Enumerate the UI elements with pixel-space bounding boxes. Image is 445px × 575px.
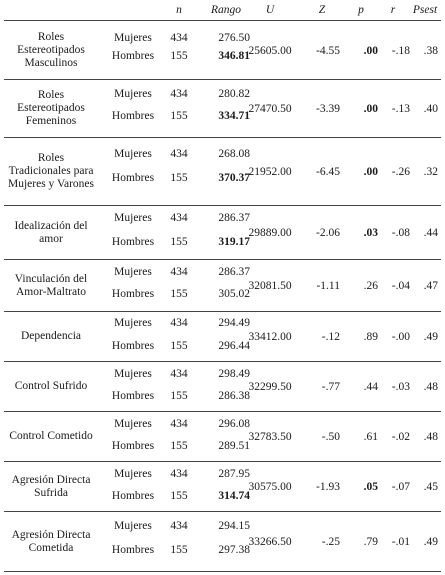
group-label: Mujeres (114, 88, 152, 100)
table-body (4, 22, 441, 572)
group-subrow (100, 390, 250, 406)
table-row (4, 312, 441, 362)
group-n: 434 (170, 468, 188, 480)
group-subrow (100, 88, 250, 104)
group-rango: 280.82 (218, 88, 250, 100)
group-label: Hombres (111, 544, 155, 556)
variable-label: Roles Tradicionales para Mujeres y Varones (7, 152, 95, 190)
group-rango: 289.51 (218, 440, 250, 452)
stat-p: .05 (363, 480, 378, 493)
results-table (4, 0, 441, 572)
group-label: Mujeres (114, 418, 152, 430)
stat-r: -.13 (391, 102, 410, 115)
group-label: Hombres (111, 110, 155, 122)
group-n: 434 (170, 148, 188, 160)
variable-label: Roles Estereotipados Femeninos (17, 89, 85, 127)
group-subrow (100, 236, 250, 252)
stat-u: 32081.50 (248, 279, 292, 292)
stat-u: 25605.00 (248, 44, 292, 57)
group-n: 434 (170, 266, 188, 278)
stat-r: -.01 (391, 535, 410, 548)
variable-label: Dependencia (20, 330, 82, 342)
stat-u: 33412.00 (248, 330, 292, 343)
group-rango: 294.49 (218, 317, 250, 329)
header-n: n (176, 4, 182, 16)
group-subrow (100, 544, 250, 560)
stat-p: .61 (363, 430, 378, 443)
group-rango: 334.71 (218, 110, 250, 122)
group-rango: 370.37 (218, 172, 250, 184)
group-rango: 319.17 (218, 236, 250, 248)
group-subrow (100, 266, 250, 282)
variable-label: Control Cometido (9, 430, 93, 442)
group-n: 434 (170, 212, 188, 224)
variable-label: Agresión Directa Sufrida (11, 473, 91, 499)
group-rango: 298.49 (218, 368, 250, 380)
group-rango: 287.95 (218, 468, 250, 480)
stat-psest: .48 (423, 380, 438, 393)
stat-r: -.03 (391, 380, 410, 393)
table-row (4, 22, 441, 80)
group-label: Hombres (111, 288, 155, 300)
stat-z: -.25 (321, 535, 340, 548)
stat-z: -.77 (321, 380, 340, 393)
group-subrow (100, 368, 250, 384)
group-rango: 276.50 (218, 32, 250, 44)
group-label: Mujeres (114, 266, 152, 278)
group-n: 434 (170, 88, 188, 100)
stat-psest: .40 (423, 102, 438, 115)
header-r: r (390, 4, 396, 16)
stat-r: -.07 (391, 480, 410, 493)
group-subrow (100, 440, 250, 456)
group-n: 155 (170, 50, 188, 62)
header-psest: Psest (412, 4, 438, 16)
variable-label: Control Sufrido (14, 380, 88, 392)
stat-p: .00 (363, 44, 378, 57)
group-n: 155 (170, 288, 188, 300)
header-rule (4, 20, 441, 21)
group-label: Hombres (111, 172, 155, 184)
group-rango: 297.38 (218, 544, 250, 556)
variable-label: Roles Estereotipados Masculinos (17, 31, 85, 69)
header-rango: Rango (210, 4, 242, 16)
table-row (4, 138, 441, 206)
group-subrow (100, 340, 250, 356)
group-subrow (100, 490, 250, 506)
group-label: Mujeres (114, 468, 152, 480)
group-subrow (100, 520, 250, 536)
group-n: 155 (170, 236, 188, 248)
stat-u: 21952.00 (248, 165, 292, 178)
group-rango: 286.37 (218, 212, 250, 224)
table-row (4, 462, 441, 512)
group-label: Mujeres (114, 148, 152, 160)
group-label: Hombres (111, 390, 155, 402)
group-n: 434 (170, 368, 188, 380)
stat-u: 32299.50 (248, 380, 292, 393)
group-label: Hombres (111, 340, 155, 352)
stat-u: 27470.50 (248, 102, 292, 115)
group-label: Hombres (111, 490, 155, 502)
group-rango: 286.37 (218, 266, 250, 278)
stat-p: .03 (363, 226, 378, 239)
group-n: 434 (170, 520, 188, 532)
group-n: 434 (170, 317, 188, 329)
group-subrow (100, 110, 250, 126)
group-rango: 286.38 (218, 390, 250, 402)
table-row (4, 260, 441, 312)
stat-z: -6.45 (316, 165, 340, 178)
stat-r: -.18 (391, 44, 410, 57)
stat-u: 29889.00 (248, 226, 292, 239)
group-label: Mujeres (114, 212, 152, 224)
stat-psest: .44 (423, 226, 438, 239)
group-label: Mujeres (114, 368, 152, 380)
stat-p: .79 (363, 535, 378, 548)
group-rango: 294.15 (218, 520, 250, 532)
stat-z: -1.93 (316, 480, 340, 493)
group-subrow (100, 418, 250, 434)
stat-r: -.04 (391, 279, 410, 292)
stat-p: .89 (363, 330, 378, 343)
group-n: 155 (170, 110, 188, 122)
table-header (4, 0, 441, 22)
group-label: Mujeres (114, 520, 152, 532)
group-subrow (100, 148, 250, 164)
group-n: 434 (170, 32, 188, 44)
header-u: U (265, 4, 275, 16)
stat-psest: .38 (423, 44, 438, 57)
header-z: Z (318, 4, 326, 16)
variable-label: Vinculación del Amor-Maltrato (14, 272, 88, 298)
stat-psest: .49 (423, 330, 438, 343)
stat-psest: .49 (423, 535, 438, 548)
stat-r: -.00 (391, 330, 410, 343)
stat-r: -.26 (391, 165, 410, 178)
stat-p: .44 (363, 380, 378, 393)
stat-psest: .47 (423, 279, 438, 292)
stat-z: -3.39 (316, 102, 340, 115)
group-n: 155 (170, 490, 188, 502)
stat-z: -.50 (321, 430, 340, 443)
group-n: 155 (170, 340, 188, 352)
group-subrow (100, 468, 250, 484)
group-subrow (100, 172, 250, 188)
table-row (4, 362, 441, 412)
stat-u: 33266.50 (248, 535, 292, 548)
stat-z: -.12 (321, 330, 340, 343)
group-rango: 305.02 (218, 288, 250, 300)
stat-p: .00 (363, 102, 378, 115)
variable-label: Idealización del amor (14, 219, 88, 245)
stat-u: 30575.00 (248, 480, 292, 493)
table-row (4, 512, 441, 572)
group-subrow (100, 212, 250, 228)
variable-label: Agresión Directa Cometida (11, 528, 91, 554)
stat-r: -.02 (391, 430, 410, 443)
table-row (4, 206, 441, 260)
stat-psest: .48 (423, 430, 438, 443)
group-label: Hombres (111, 440, 155, 452)
group-subrow (100, 50, 250, 66)
group-n: 434 (170, 418, 188, 430)
group-label: Hombres (111, 236, 155, 248)
group-rango: 296.08 (218, 418, 250, 430)
group-rango: 296.44 (218, 340, 250, 352)
group-rango: 314.74 (218, 490, 250, 502)
group-n: 155 (170, 440, 188, 452)
stat-psest: .45 (423, 480, 438, 493)
group-subrow (100, 288, 250, 304)
stat-u: 32783.50 (248, 430, 292, 443)
stat-psest: .32 (423, 165, 438, 178)
header-p: p (358, 4, 364, 16)
group-label: Mujeres (114, 317, 152, 329)
group-rango: 346.81 (218, 50, 250, 62)
group-subrow (100, 32, 250, 48)
group-subrow (100, 317, 250, 333)
group-label: Hombres (111, 50, 155, 62)
group-n: 155 (170, 172, 188, 184)
group-n: 155 (170, 544, 188, 556)
stat-z: -4.55 (316, 44, 340, 57)
stat-r: -.08 (391, 226, 410, 239)
group-rango: 268.08 (218, 148, 250, 160)
stat-p: .00 (363, 165, 378, 178)
table-row (4, 80, 441, 138)
stat-z: -2.06 (316, 226, 340, 239)
table-row (4, 412, 441, 462)
group-n: 155 (170, 390, 188, 402)
group-label: Mujeres (114, 32, 152, 44)
stat-p: .26 (363, 279, 378, 292)
stat-z: -1.11 (316, 279, 340, 292)
